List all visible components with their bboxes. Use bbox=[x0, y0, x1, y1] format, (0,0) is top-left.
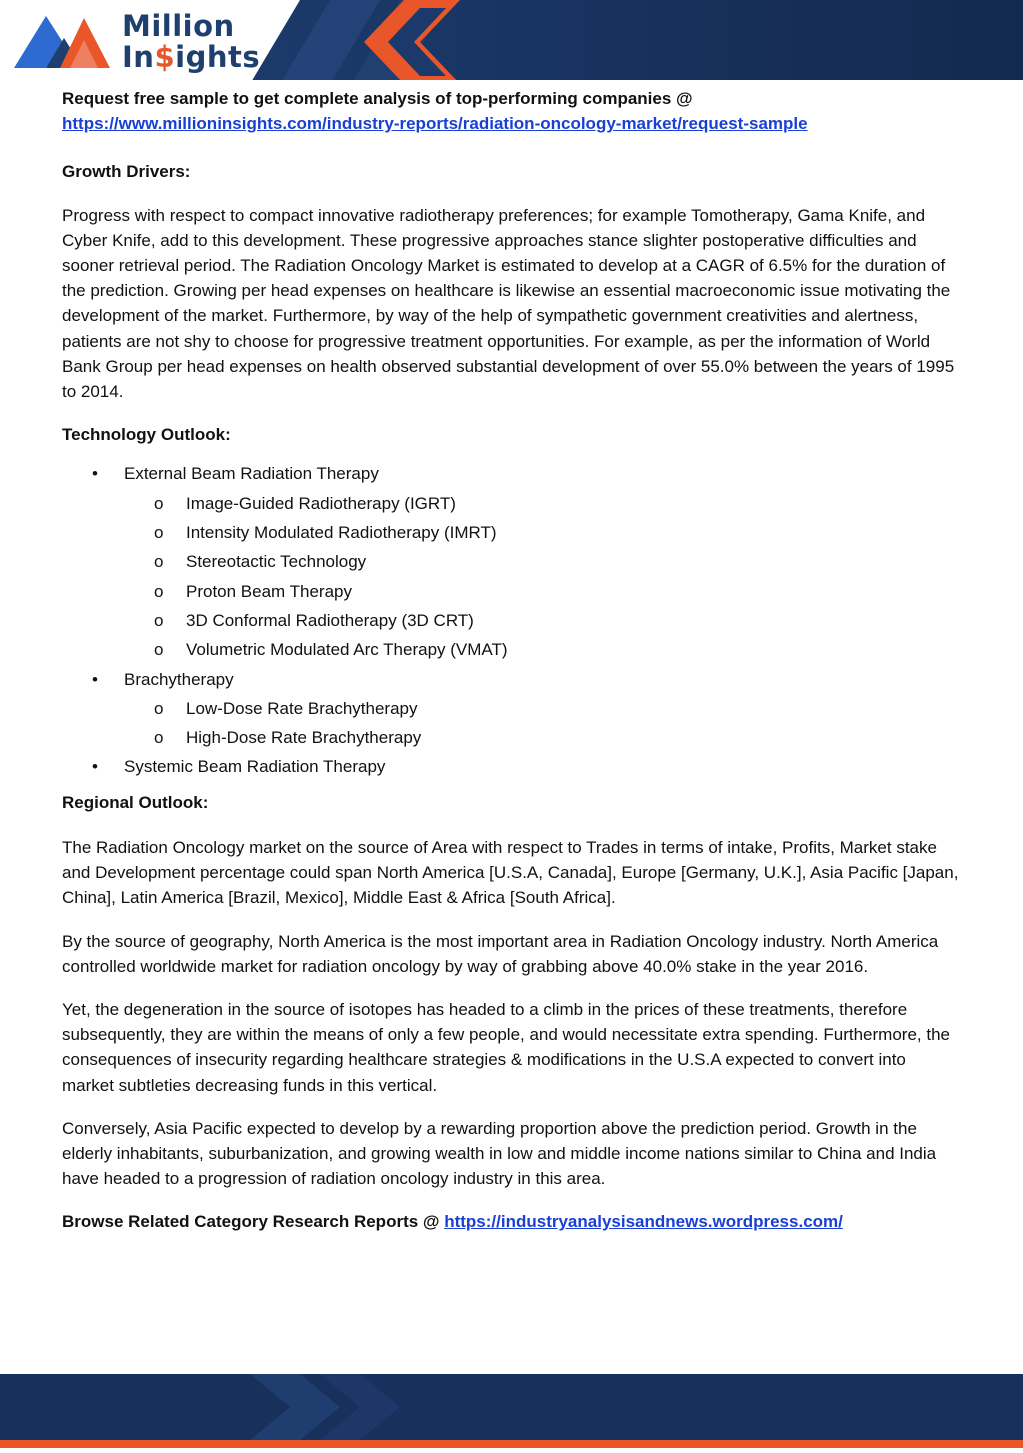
growth-drivers-paragraph: Progress with respect to compact innovative radiotherapy preferences; for example Tomotherapy, Gama Knife, and Cyber Knife, add to this development. These progressive approaches stance slighter postoperative difficulties and sooner retrieval period. The Radiation Oncology Market is estimated to develop at a CAGR of 6.5% for the duration of the prediction. Growing per head expenses on healthcare is likewise an essential macroeconomic issue motivating the development of the market. Furthermore, by way of the help of sympathetic government creativities and alertness, patients are not shy to choose for progressive treatment opportunities. For example, as per the information of World Bank Group per head expenses on health observed substantial development of over 55.0% between the years of 1995 to 2014. bbox=[62, 205, 955, 402]
circle-bullet-icon: o bbox=[154, 728, 164, 748]
sample-request-text: Request free sample to get complete analysis of top-performing companies @ bbox=[62, 89, 693, 108]
logo-ights: ights bbox=[175, 40, 261, 74]
logo-line-2 bbox=[122, 42, 260, 73]
technology-item bbox=[62, 752, 962, 781]
bullet-icon: • bbox=[92, 464, 98, 484]
technology-subitem-label: Image-Guided Radiotherapy (IGRT) bbox=[186, 493, 456, 513]
technology-subitem bbox=[124, 606, 962, 635]
sample-request-link[interactable]: https://www.millioninsights.com/industry-reports/radiation-oncology-market/request-sample bbox=[62, 114, 808, 134]
technology-subitem-label: High-Dose Rate Brachytherapy bbox=[186, 728, 422, 748]
footer-graphic bbox=[0, 1374, 1023, 1448]
technology-subitem-label: Volumetric Modulated Arc Therapy (VMAT) bbox=[186, 640, 508, 660]
mountain-logo-icon bbox=[10, 4, 110, 80]
circle-bullet-icon: o bbox=[154, 640, 164, 660]
circle-bullet-icon: o bbox=[154, 552, 164, 572]
related-reports-text: Browse Related Category Research Reports @ bbox=[62, 1212, 440, 1232]
technology-list bbox=[62, 459, 962, 781]
circle-bullet-icon: o bbox=[154, 610, 164, 630]
technology-subitem bbox=[124, 694, 962, 723]
regional-paragraph-4: Conversely, Asia Pacific expected to develop by a rewarding proportion above the prediction period. Growth in the elderly inhabitants, suburbanization, and growing wealth in low and middle income nations similar to China and India have headed to a progression of radiation oncology industry in this area. bbox=[62, 1118, 937, 1189]
technology-subitem-label: Stereotactic Technology bbox=[186, 552, 367, 572]
regional-paragraph-3: Yet, the degeneration in the source of isotopes has headed to a climb in the prices of these treatments, therefore subsequently, they are within the means of only a few people, and would necessitate extra spending. Furthermore, the consequences of insecurity regarding healthcare strategies & modifications in the U.S.A expected to convert into market subtleties decreasing funds in this vertical. bbox=[62, 999, 950, 1095]
regional-outlook-heading: Regional Outlook: bbox=[62, 792, 209, 812]
circle-bullet-icon: o bbox=[154, 698, 164, 718]
technology-subitem bbox=[124, 518, 962, 547]
technology-subitem-label: 3D Conformal Radiotherapy (3D CRT) bbox=[186, 610, 474, 630]
technology-sublist bbox=[124, 489, 962, 665]
technology-subitem bbox=[124, 547, 962, 576]
technology-subitem bbox=[124, 489, 962, 518]
logo-line-1: Million bbox=[122, 9, 235, 43]
technology-sublist bbox=[124, 694, 962, 753]
technology-subitem-label: Proton Beam Therapy bbox=[186, 581, 352, 601]
document-body bbox=[62, 86, 962, 1235]
technology-subitem bbox=[124, 577, 962, 606]
technology-subitem bbox=[124, 635, 962, 664]
related-reports-line bbox=[62, 1209, 962, 1234]
technology-item-label: Systemic Beam Radiation Therapy bbox=[124, 757, 386, 777]
technology-item-label: External Beam Radiation Therapy bbox=[124, 464, 379, 484]
circle-bullet-icon: o bbox=[154, 523, 164, 543]
related-reports-link[interactable]: https://industryanalysisandnews.wordpress.com/ bbox=[444, 1212, 843, 1232]
regional-paragraph-2: By the source of geography, North America is the most important area in Radiation Oncology industry. North America controlled worldwide market for radiation oncology by way of grabbing above 40.0% stake in the year 2016. bbox=[62, 931, 939, 976]
circle-bullet-icon: o bbox=[154, 581, 164, 601]
technology-item-label: Brachytherapy bbox=[124, 669, 234, 689]
technology-item bbox=[62, 459, 962, 664]
footer-banner bbox=[0, 1374, 1023, 1448]
logo-in: In bbox=[122, 40, 155, 74]
bullet-icon: • bbox=[92, 669, 98, 689]
regional-paragraph-1: The Radiation Oncology market on the source of Area with respect to Trades in terms of intake, Profits, Market stake and Development percentage could span North America [U.S.A, Canada], Europe [Germany, U.K.], Asia Pacific [Japan, China], Latin America [Brazil, Mexico], Middle East & Africa [South Africa]. bbox=[62, 837, 959, 908]
technology-subitem-label: Intensity Modulated Radiotherapy (IMRT) bbox=[186, 523, 497, 543]
million-insights-logo bbox=[10, 4, 261, 80]
circle-bullet-icon: o bbox=[154, 493, 164, 513]
logo-dollar: $ bbox=[154, 40, 176, 74]
technology-subitem-label: Low-Dose Rate Brachytherapy bbox=[186, 698, 418, 718]
bullet-icon: • bbox=[92, 757, 98, 777]
growth-drivers-heading: Growth Drivers: bbox=[62, 162, 191, 182]
technology-subitem bbox=[124, 723, 962, 752]
technology-item bbox=[62, 665, 962, 753]
logo-wordmark bbox=[122, 11, 260, 73]
header-banner bbox=[0, 0, 1023, 84]
technology-outlook-heading: Technology Outlook: bbox=[62, 425, 231, 445]
